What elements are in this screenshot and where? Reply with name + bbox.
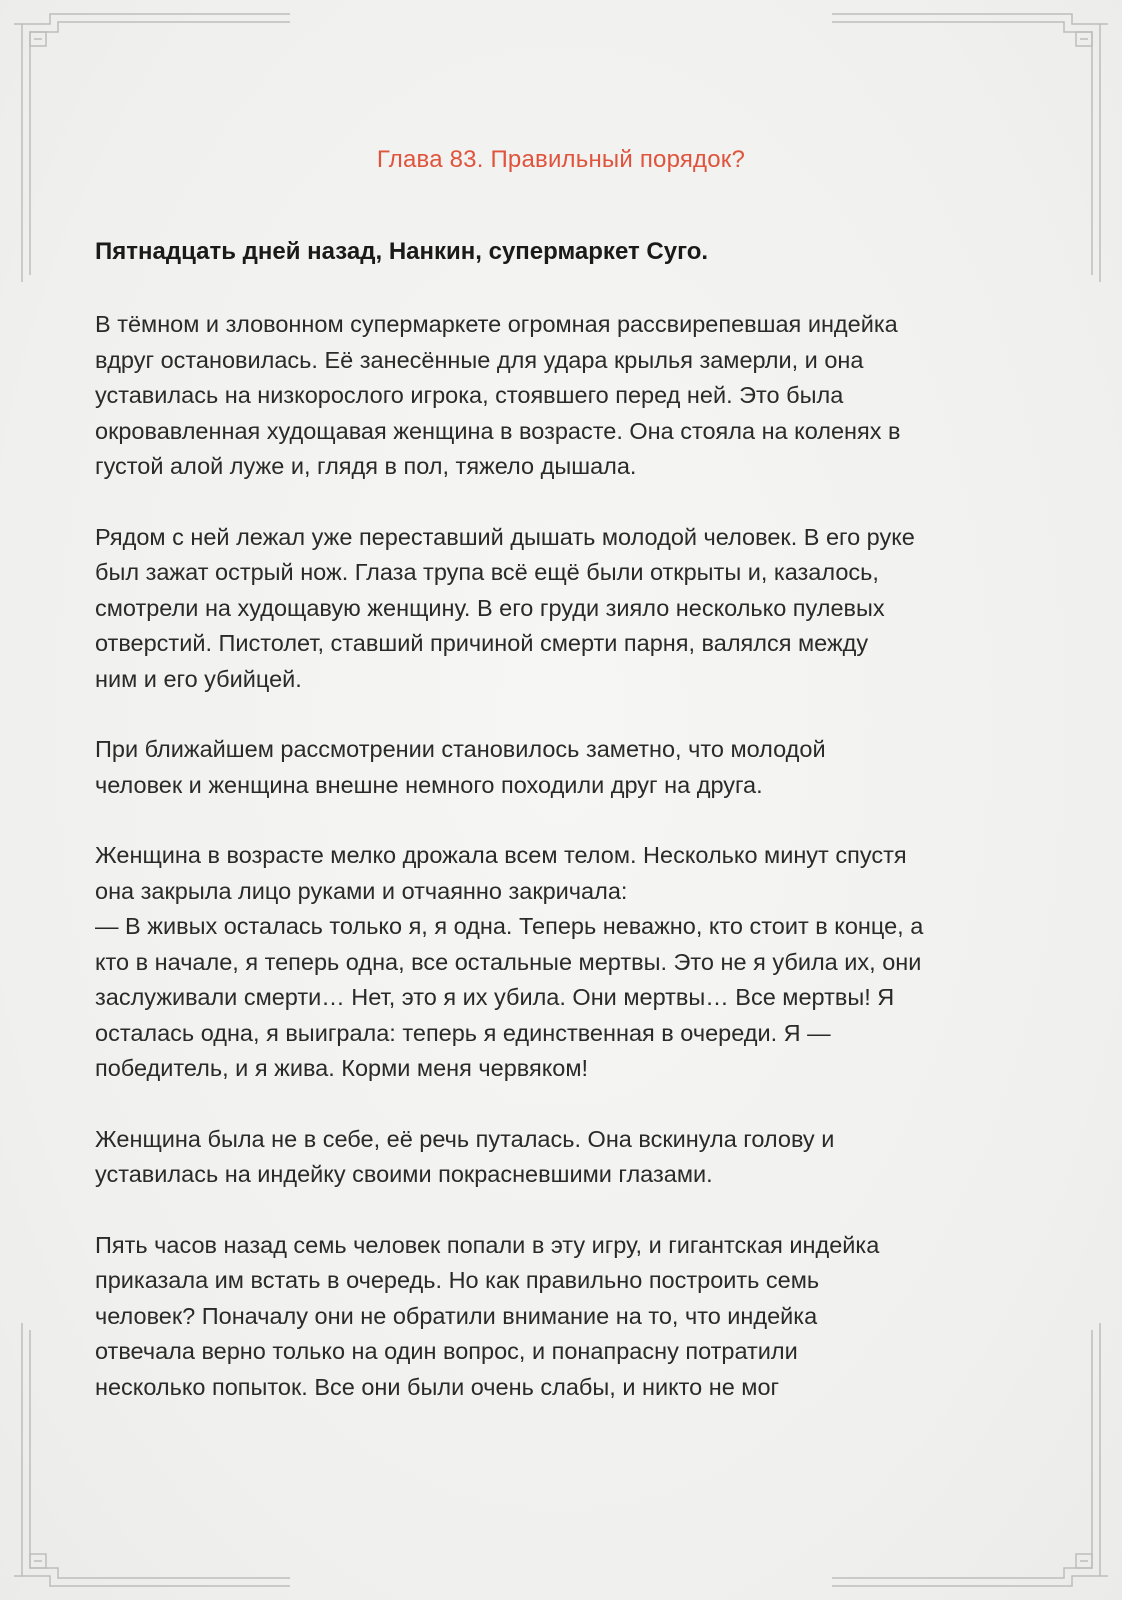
paragraph: При ближайшем рассмотрении становилось заметно, что молодой человек и женщина внешне немного походили друг на друга. (95, 736, 826, 798)
body-text (95, 307, 1040, 1440)
scene-heading: Пятнадцать дней назад, Нанкин, супермаркет Суго. (95, 238, 709, 265)
paragraph: Рядом с ней лежал уже переставший дышать молодой человек. В его руке был зажат острый нож. Глаза трупа всё ещё были открыты и, казалось, смотрели на худощавую женщину. В его груди зияло несколько пулевых отверстий. Пистолет, ставший причиной смерти парня, валялся между ним и его убийцей. (95, 523, 915, 692)
paragraph: Женщина в возрасте мелко дрожала всем телом. Несколько минут спустя она закрыла лицо руками и отчаянно закричала: — В живых осталась только я, я одна. Теперь неважно, кто стоит в конце, а кто в начале, я теперь одна, все остальные мертвы. Это не я убила их, они заслуживали смерти… Нет, это я их убила. Они мертвы… Все мертвы! Я осталась одна, я выиграла: теперь я единственная в очереди. Я — победитель, и я жива. Корми меня червяком! (95, 842, 924, 1081)
paragraph: Женщина была не в себе, её речь путалась. Она вскинула голову и уставилась на индейку своими покрасневшими глазами. (95, 1125, 835, 1187)
paragraph: В тёмном и зловонном супермаркете огромная рассвирепевшая индейка вдруг остановилась. Её занесённые для удара крылья замерли, и она уставилась на низкорослого игрока, стоявшего перед ней. Это была окровавленная худощавая женщина в возрасте. Она стояла на коленях в густой алой луже и, глядя в пол, тяжело дышала. (95, 311, 901, 479)
chapter-title: Глава 83. Правильный порядок? (376, 146, 746, 173)
paragraph: Пять часов назад семь человек попали в эту игру, и гигантская индейка приказала им встать в очередь. Но как правильно построить семь человек? Поначалу они не обратили внимание на то, что индейка отвечала верно только на один вопрос, и понапрасну потратили несколько попыток. Все они были очень слабы, и никто не мог (95, 1231, 880, 1400)
